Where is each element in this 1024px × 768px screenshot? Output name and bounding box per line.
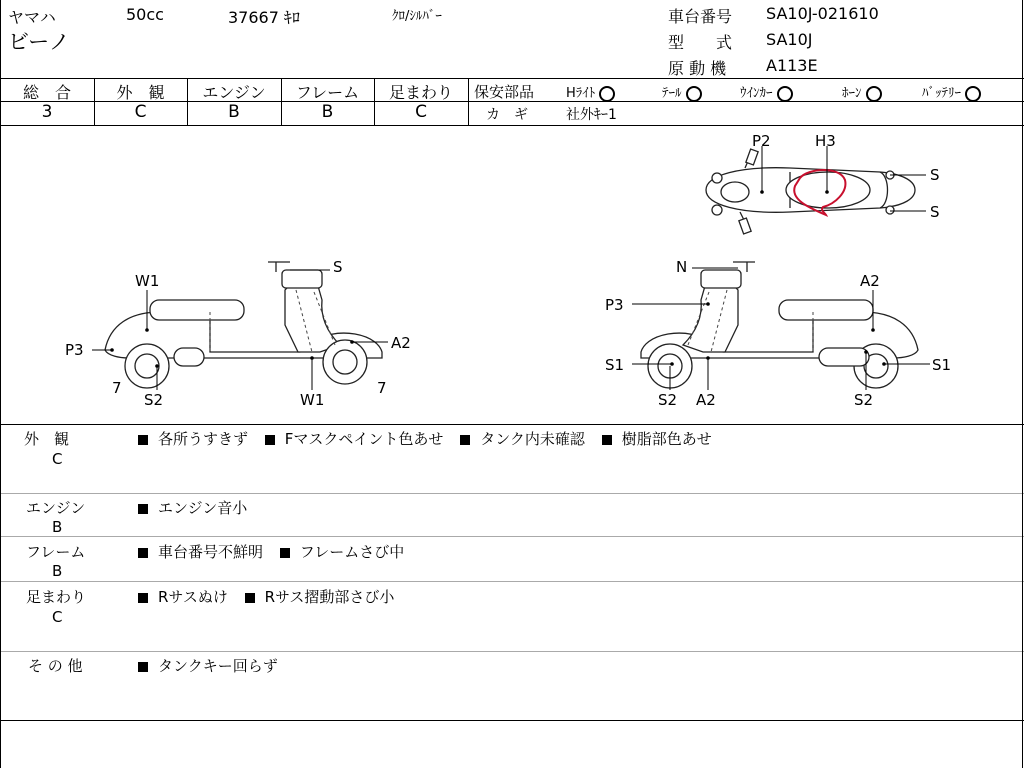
safety-parts-label: 保安部品 <box>474 83 535 101</box>
note-item: エンジン音小 <box>158 499 248 517</box>
divider <box>0 424 1024 425</box>
engine-model-value: A113E <box>766 56 818 75</box>
right-view-label: A2 <box>696 391 716 409</box>
left-side-view <box>65 258 411 409</box>
top-view-label: H3 <box>815 132 836 150</box>
note-grade: B <box>52 562 63 580</box>
divider <box>0 581 1024 582</box>
left-view-label: 7 <box>377 379 387 397</box>
right-view-label: S2 <box>854 391 874 409</box>
frame-number-value: SA10J-021610 <box>766 4 879 23</box>
top-view <box>706 132 940 234</box>
safety-item-label: ﾃｰﾙ <box>662 86 682 101</box>
safety-item-label: ﾊﾞｯﾃﾘｰ <box>922 86 961 101</box>
divider <box>468 78 469 125</box>
safety-item-taillight <box>662 82 702 102</box>
safety-item-label: Hﾗｲﾄ <box>566 86 596 101</box>
note-items-exterior <box>136 428 722 449</box>
left-view-label: S2 <box>144 391 164 409</box>
grade-engine-label: エンジン <box>202 83 266 102</box>
divider <box>0 536 1024 537</box>
engine-model-label: 原 動 機 <box>668 59 727 78</box>
note-item: Rサスぬけ <box>158 588 228 606</box>
ok-circle-icon <box>777 86 793 102</box>
note-category: フレーム <box>26 543 86 561</box>
divider <box>0 651 1024 652</box>
grade-engine-value: B <box>228 102 240 122</box>
grade-suspension-label: 足まわり <box>388 83 453 102</box>
safety-item-battery <box>922 82 981 102</box>
bullet-square-icon <box>280 548 290 558</box>
note-items-suspension <box>136 586 404 607</box>
note-category: 外 観 <box>24 430 70 448</box>
right-view-label: S2 <box>658 391 678 409</box>
ok-circle-icon <box>599 86 615 102</box>
right-view-label: S1 <box>932 356 952 374</box>
note-grade: B <box>52 518 63 536</box>
note-item: Fマスクペイント色あせ <box>284 430 444 448</box>
ok-circle-icon <box>866 86 882 102</box>
right-view-label: A2 <box>860 272 880 290</box>
divider <box>0 720 1024 721</box>
top-view-label: S <box>930 203 940 221</box>
body-color: ｸﾛ/ｼﾙﾊﾞｰ <box>392 9 442 24</box>
bullet-square-icon <box>138 504 148 514</box>
bullet-square-icon <box>138 662 148 672</box>
key-label: カ ギ <box>486 107 528 123</box>
note-items-frame <box>136 541 414 562</box>
bullet-square-icon <box>602 435 612 445</box>
left-view-label: S <box>333 258 343 276</box>
top-view-label: S <box>930 166 940 184</box>
top-view-label: P2 <box>752 132 771 150</box>
bullet-square-icon <box>265 435 275 445</box>
grade-frame-value: B <box>321 102 334 122</box>
right-view-label: N <box>676 258 688 276</box>
grade-overall-label: 総 合 <box>22 83 71 102</box>
model-type-value: SA10J <box>766 30 813 49</box>
scooter-diagram <box>0 126 1022 423</box>
note-category: そ の 他 <box>28 657 83 675</box>
grade-overall-value: 3 <box>41 102 53 122</box>
divider <box>0 493 1024 494</box>
grade-exterior-value: C <box>134 102 147 122</box>
displacement: 50cc <box>126 5 164 24</box>
note-item: タンク内未確認 <box>480 430 585 448</box>
left-view-label: A2 <box>391 334 411 352</box>
note-item: 樹脂部色あせ <box>621 430 712 448</box>
note-item: 車台番号不鮮明 <box>158 543 264 561</box>
note-grade: C <box>52 450 63 468</box>
left-view-label: 7 <box>112 379 122 397</box>
bullet-square-icon <box>138 548 148 558</box>
key-value: 社外ｷｰ1 <box>566 107 617 123</box>
maker-name: ヤマハ <box>8 8 56 27</box>
border <box>1022 0 1023 768</box>
left-view-label: W1 <box>135 272 160 290</box>
divider <box>0 78 1024 79</box>
note-items-other <box>136 655 288 676</box>
note-item: タンクキー回らず <box>158 657 278 675</box>
note-items-engine <box>136 497 257 518</box>
frame-number-label: 車台番号 <box>668 7 733 26</box>
right-view-label: P3 <box>605 296 624 314</box>
bullet-square-icon <box>460 435 470 445</box>
model-type-label: 型 式 <box>668 33 733 52</box>
bullet-square-icon <box>138 593 148 603</box>
left-view-label: W1 <box>300 391 325 409</box>
ok-circle-icon <box>965 86 981 102</box>
model-name: ビーノ <box>8 30 70 54</box>
note-item: フレームさび中 <box>299 543 405 561</box>
note-grade: C <box>52 608 63 626</box>
right-side-view <box>605 258 951 409</box>
left-view-label: P3 <box>65 341 84 359</box>
safety-item-winker <box>740 82 793 102</box>
note-category: 足まわり <box>26 588 87 606</box>
bullet-square-icon <box>245 593 255 603</box>
safety-item-horn <box>842 82 882 102</box>
note-category: エンジン <box>26 499 86 517</box>
mileage: 37667 ｷﾛ <box>228 8 300 27</box>
safety-item-headlight <box>566 82 615 102</box>
note-item: 各所うすきず <box>158 430 249 448</box>
note-item: Rサス摺動部さび小 <box>264 588 395 606</box>
grade-frame-label: フレーム <box>295 83 360 102</box>
safety-item-label: ｳｲﾝｶｰ <box>740 86 773 101</box>
ok-circle-icon <box>686 86 702 102</box>
safety-item-label: ﾎｰﾝ <box>842 86 862 101</box>
right-view-label: S1 <box>605 356 625 374</box>
grade-suspension-value: C <box>415 102 427 122</box>
bullet-square-icon <box>138 435 148 445</box>
grade-exterior-label: 外 観 <box>116 83 165 102</box>
